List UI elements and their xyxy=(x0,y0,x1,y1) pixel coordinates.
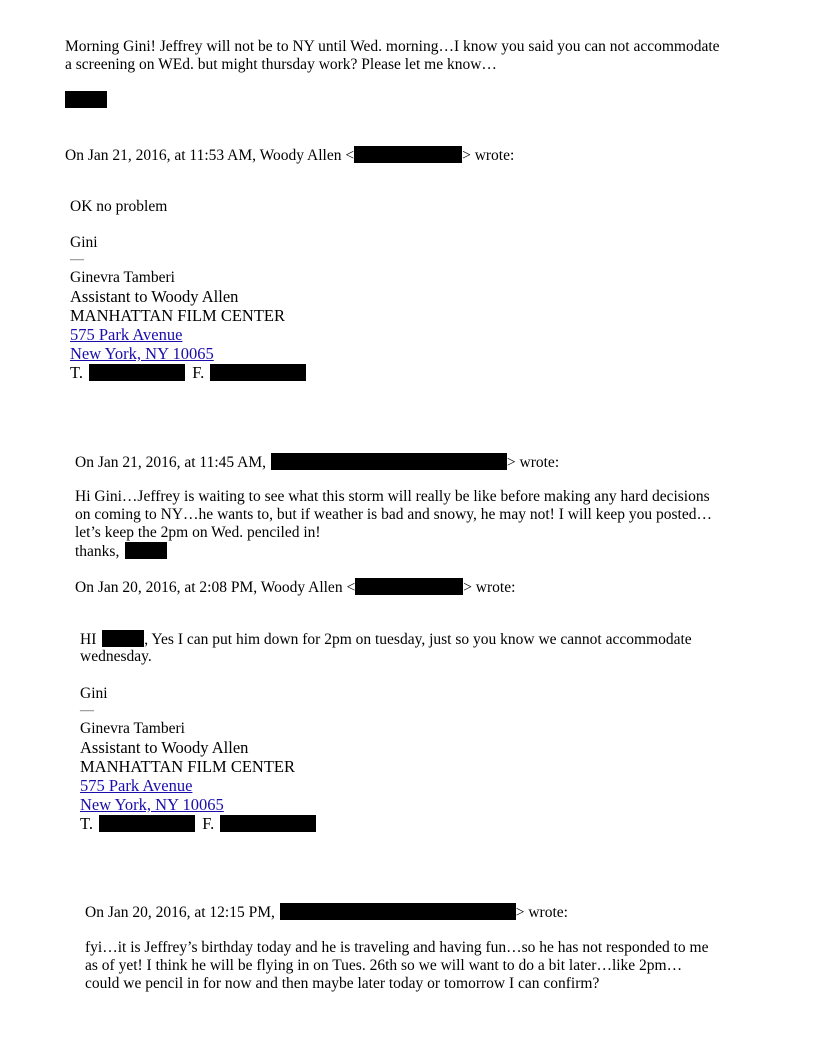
signature-1-title: Assistant to Woody Allen xyxy=(70,287,239,306)
quote-header-1-suffix: > wrote: xyxy=(462,147,515,164)
reply-1-body: OK no problem xyxy=(70,198,168,215)
message-2-closing-text: thanks, xyxy=(75,543,120,560)
redacted-recipient-name xyxy=(102,630,144,647)
redacted-phone xyxy=(99,815,195,832)
signature-2-separator: — xyxy=(80,703,94,718)
signature-2-title: Assistant to Woody Allen xyxy=(80,738,249,757)
redacted-fax xyxy=(220,815,316,832)
reply-3-salutation: HI xyxy=(80,631,97,648)
signature-1-address-line-2-link[interactable]: New York, NY 10065 xyxy=(70,344,214,363)
signature-1-tel-label: T. xyxy=(70,363,83,382)
redacted-fax xyxy=(210,364,306,381)
redacted-phone xyxy=(89,364,185,381)
quote-header-3-suffix: > wrote: xyxy=(463,579,516,596)
reply-1-greeting: Gini xyxy=(70,234,98,251)
signature-1-fax-label: F. xyxy=(192,363,205,382)
message-4-line-1: fyi…it is Jeffrey’s birthday today and he is traveling and having fun…so he has not responded to me xyxy=(85,939,709,956)
intro-line-2: a screening on WEd. but might thursday work? Please let me know… xyxy=(65,56,497,73)
message-4-line-2: as of yet! I think he will be flying in on Tues. 26th so we will want to do a bit later…like 2pm… xyxy=(85,957,683,974)
redacted-email xyxy=(355,578,463,595)
quote-header-3 xyxy=(75,578,515,597)
message-2-closing xyxy=(75,542,167,561)
quote-header-4-prefix: On Jan 20, 2016, at 12:15 PM, xyxy=(85,904,275,921)
reply-3-line-2: wednesday. xyxy=(80,648,152,665)
redacted-email xyxy=(271,453,507,470)
signature-1-name: Ginevra Tamberi xyxy=(70,269,175,286)
signature-2-phone-fax xyxy=(80,814,316,833)
quote-header-1-prefix: On Jan 21, 2016, at 11:53 AM, Woody Allen < xyxy=(65,147,355,164)
signature-2-company: MANHATTAN FILM CENTER xyxy=(80,757,296,776)
message-2-line-1: Hi Gini…Jeffrey is waiting to see what this storm will really be like before making any hard decisions xyxy=(75,488,710,505)
signature-2-address-line-2-link[interactable]: New York, NY 10065 xyxy=(80,795,224,814)
quote-header-4 xyxy=(85,903,568,922)
signature-1-company: MANHATTAN FILM CENTER xyxy=(70,306,286,325)
signature-2-tel-label: T. xyxy=(80,814,93,833)
redacted-sender-name xyxy=(125,542,167,559)
reply-3-greeting: Gini xyxy=(80,685,108,702)
message-2-line-3: let’s keep the 2pm on Wed. penciled in! xyxy=(75,524,321,541)
quote-header-2-prefix: On Jan 21, 2016, at 11:45 AM, xyxy=(75,454,267,471)
message-2-line-2: on coming to NY…he wants to, but if weather is bad and snowy, he may not! I will keep you posted… xyxy=(75,506,712,523)
signature-2-name: Ginevra Tamberi xyxy=(80,720,185,737)
signature-1-separator: — xyxy=(70,252,84,267)
quote-header-2-suffix: > wrote: xyxy=(506,454,560,471)
quote-header-1 xyxy=(65,146,514,165)
quote-header-3-prefix: On Jan 20, 2016, at 2:08 PM, Woody Allen < xyxy=(75,579,356,596)
reply-3-line-1-text: , Yes I can put him down for 2pm on tuesday, just so you know we cannot accommodate xyxy=(144,631,692,648)
signature-2-fax-label: F. xyxy=(202,814,215,833)
signature-2-address-line-1-link[interactable]: 575 Park Avenue xyxy=(80,776,193,795)
redacted-email xyxy=(280,903,516,920)
redacted-email xyxy=(354,146,462,163)
signature-1-address-line-1-link[interactable]: 575 Park Avenue xyxy=(70,325,183,344)
intro-line-1: Morning Gini! Jeffrey will not be to NY until Wed. morning…I know you said you can not accommodate xyxy=(65,38,720,55)
signature-1-phone-fax xyxy=(70,363,306,382)
reply-3-line-1 xyxy=(80,630,692,649)
message-4-line-3: could we pencil in for now and then maybe later today or tomorrow I can confirm? xyxy=(85,975,600,992)
quote-header-2 xyxy=(75,453,559,472)
quote-header-4-suffix: > wrote: xyxy=(515,904,568,921)
redacted-sender-name xyxy=(65,91,107,108)
